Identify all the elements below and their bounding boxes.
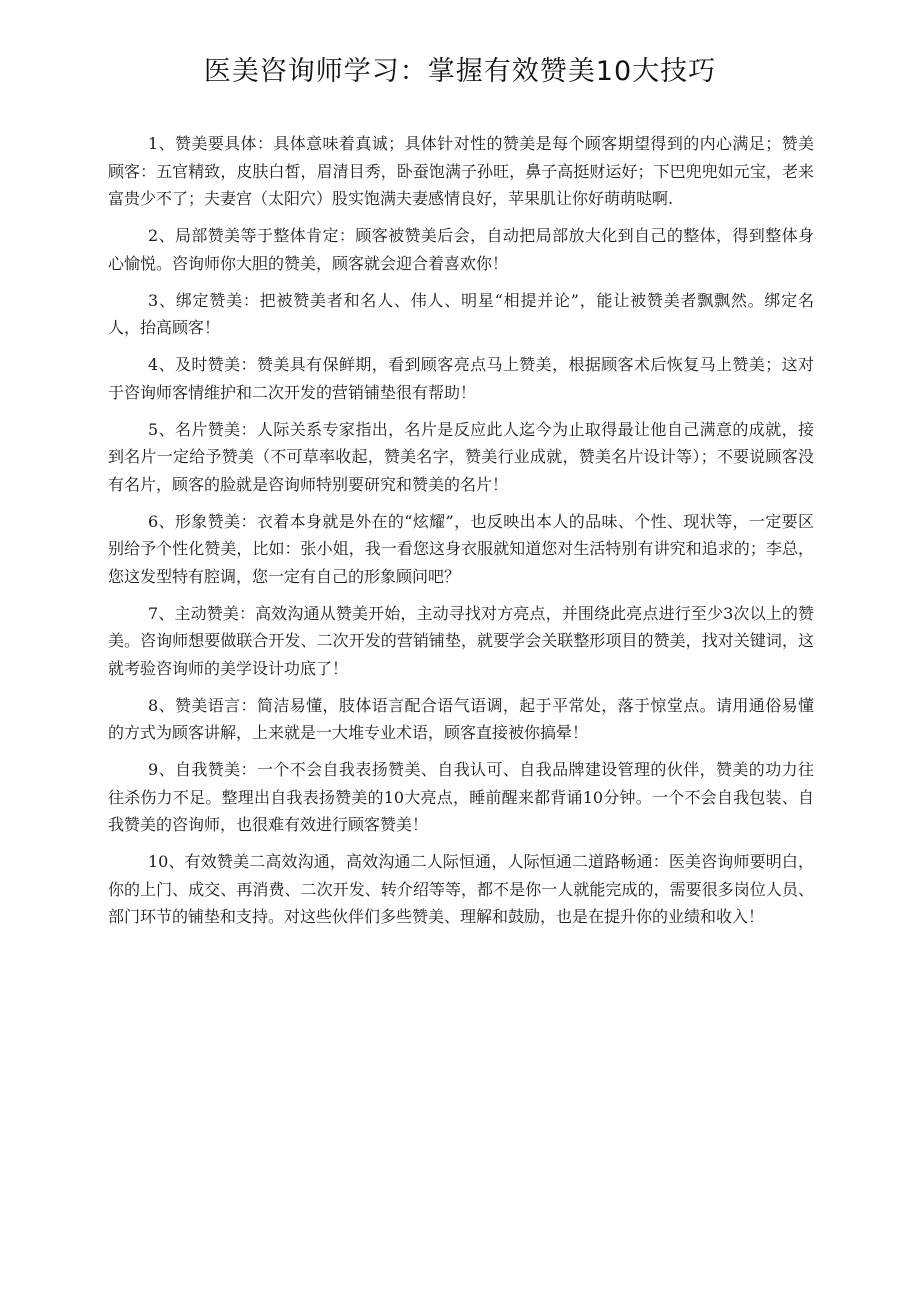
document-body [108, 130, 814, 940]
page-title: 医美咨询师学习：掌握有效赞美10大技巧 [203, 56, 717, 87]
paragraph-4: 4、及时赞美：赞美具有保鲜期，看到顾客亮点马上赞美，根据顾客术后恢复马上赞美；这对于咨询师客情维护和二次开发的营销铺垫很有帮助！ [108, 355, 814, 402]
paragraph-3: 3、绑定赞美：把被赞美者和名人、伟人、明星“相提并论”，能让被赞美者飘飘然。绑定名人，抬高顾客！ [108, 290, 814, 337]
paragraph-1: 1、赞美要具体：具体意味着真诚；具体针对性的赞美是每个顾客期望得到的内心满足；赞美顾客：五官精致，皮肤白皙，眉清目秀，卧蚕饱满子孙旺，鼻子高挺财运好；下巴兜兜如元宝，老来富贵少不了；夫妻宫（太阳穴）股实饱满夫妻感情良好，苹果肌让你好萌萌哒啊. [108, 134, 814, 208]
paragraph-9: 9、自我赞美：一个不会自我表扬赞美、自我认可、自我品牌建设管理的伙伴，赞美的功力往往杀伤力不足。整理出自我表扬赞美的10大亮点，睡前醒来都背诵10分钟。一个不会自我包装、自我赞美的咨询师，也很难有效进行顾客赞美！ [108, 760, 814, 834]
paragraph-7: 7、主动赞美：高效沟通从赞美开始，主动寻找对方亮点，并围绕此亮点进行至少3次以上的赞美。咨询师想要做联合开发、二次开发的营销铺垫，就要学会关联整形项目的赞美，找对关键词，这就考验咨询师的美学设计功底了！ [108, 603, 814, 678]
paragraph-10: 10、有效赞美二高效沟通，高效沟通二人际恒通，人际恒通二道路畅通：医美咨询师要明白，你的上门、成交、再消费、二次开发、转介绍等等，都不是你一人就能完成的，需要很多岗位人员、部门环节的铺垫和支持。对这些伙伴们多些赞美、理解和鼓励，也是在提升你的业绩和收入！ [108, 852, 814, 926]
paragraph-8: 8、赞美语言：简洁易懂，肢体语言配合语气语调，起于平常处，落于惊堂点。请用通俗易懂的方式为顾客讲解，上来就是一大堆专业术语，顾客直接被你搞晕！ [108, 695, 814, 742]
paragraph-6: 6、形象赞美：衣着本身就是外在的“炫耀”，也反映出本人的品味、个性、现状等，一定要区别给予个性化赞美，比如：张小姐，我一看您这身衣服就知道您对生活特别有讲究和追求的；李总，您这发型特有腔调，您一定有自己的形象顾问吧？ [108, 511, 814, 586]
paragraph-2: 2、局部赞美等于整体肯定：顾客被赞美后会，自动把局部放大化到自己的整体，得到整体身心愉悦。咨询师你大胆的赞美，顾客就会迎合着喜欢你！ [108, 226, 814, 273]
paragraph-5: 5、名片赞美：人际关系专家指出，名片是反应此人迄今为止取得最让他自己满意的成就，接到名片一定给予赞美（不可草率收起，赞美名字，赞美行业成就，赞美名片设计等）；不要说顾客没有名片，顾客的脸就是咨询师特别要研究和赞美的名片！ [108, 419, 814, 494]
